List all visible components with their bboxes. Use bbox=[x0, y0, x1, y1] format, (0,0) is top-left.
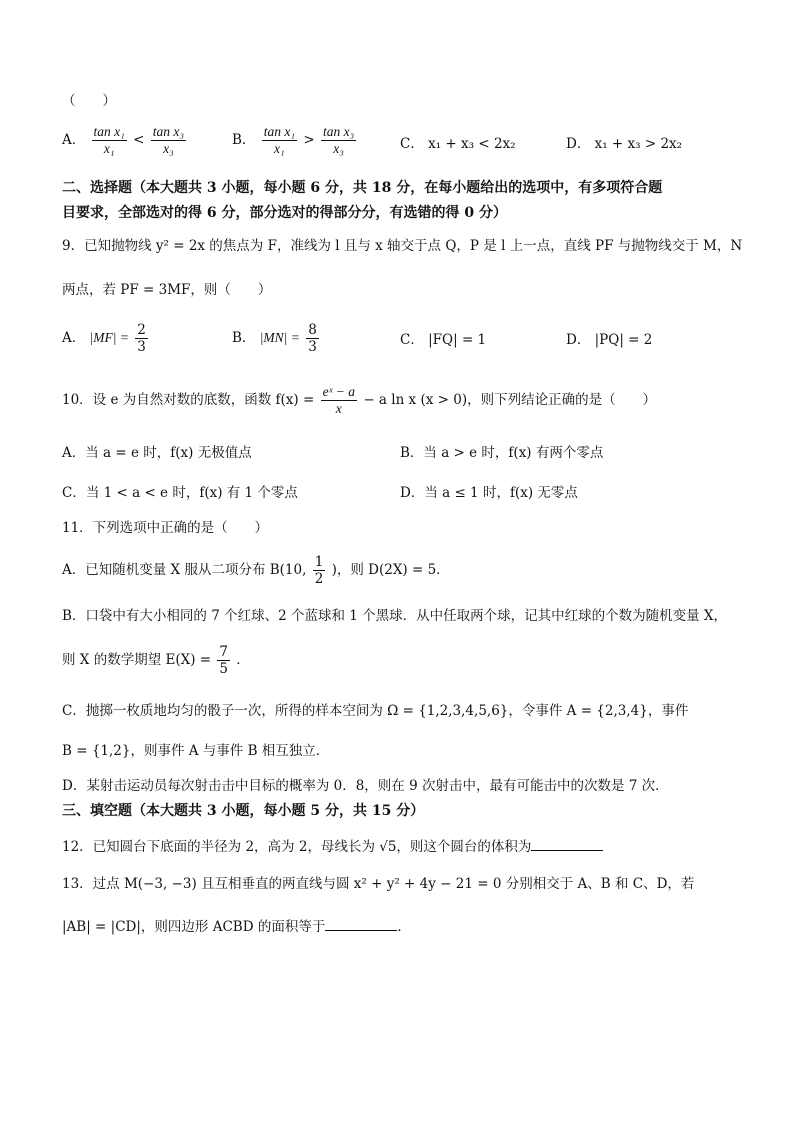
q11-stem: 11．下列选项中正确的是（ ） bbox=[62, 520, 269, 536]
q8-b-op: > bbox=[303, 132, 315, 148]
q9-option-a-label: A． bbox=[62, 330, 86, 346]
q11-option-b-line1: B．口袋中有大小相同的 7 个红球、2 个蓝球和 1 个黑球．从中任取两个球，记其中红球的个数为随机变量 X， bbox=[62, 608, 728, 624]
q10-stem-post: − a ln x (x > 0)，则下列结论正确的是（ ） bbox=[363, 392, 657, 408]
q8-option-a bbox=[62, 124, 188, 157]
q11-a-frac-den: 2 bbox=[314, 571, 324, 587]
q9-a-frac bbox=[135, 322, 148, 355]
q8-a-frac-2-den: x₃ bbox=[163, 141, 174, 156]
q10-stem-pre: 10．设 e 为自然对数的底数，函数 f(x) = bbox=[62, 392, 315, 408]
q8-b-frac-2 bbox=[321, 124, 356, 157]
section2-title-line2: 目要求，全部选对的得 6 分，部分选对的得部分分，有选错的得 0 分） bbox=[62, 205, 507, 221]
section3-title: 三、填空题（本大题共 3 小题，每小题 5 分，共 15 分） bbox=[62, 803, 425, 819]
q9-a-frac-num: 2 bbox=[137, 322, 146, 338]
q11-option-b-line2 bbox=[62, 644, 250, 677]
q11-b-frac-den: 5 bbox=[219, 661, 228, 677]
q12-answer-blank[interactable] bbox=[531, 836, 603, 851]
q11-b-post: ． bbox=[236, 652, 250, 668]
q11-option-a bbox=[62, 554, 450, 587]
q8-a-frac-1-num: tan x₁ bbox=[93, 124, 125, 139]
q10-frac-num: eˣ − a bbox=[322, 384, 356, 399]
q8-a-frac-2 bbox=[151, 124, 186, 157]
q11-a-frac bbox=[313, 554, 326, 587]
q10-stem bbox=[62, 384, 656, 417]
q8-b-frac-2-den: x₃ bbox=[333, 141, 344, 156]
q9-a-lhs: |MF| = bbox=[89, 330, 129, 345]
q13-stem-line1: 13．过点 M(−3, −3) 且互相垂直的两直线与圆 x² + y² + 4y − 21 = 0 分别相交于 A、B 和 C、D，若 bbox=[62, 876, 695, 892]
q8-option-b bbox=[232, 124, 358, 157]
q13-text: |AB| = |CD|，则四边形 ACBD 的面积等于 bbox=[62, 919, 326, 935]
q10-option-a: A．当 a = e 时，f(x) 无极值点 bbox=[62, 445, 252, 461]
q11-b-frac bbox=[217, 644, 230, 677]
q11-a-frac-num: 1 bbox=[314, 554, 324, 570]
q8-b-frac-1 bbox=[262, 124, 297, 157]
q10-option-d: D．当 a ≤ 1 时，f(x) 无零点 bbox=[400, 485, 578, 501]
q9-b-frac-num: 8 bbox=[308, 322, 317, 338]
q9-a-frac-den: 3 bbox=[137, 339, 146, 355]
q10-option-c: C．当 1 < a < e 时，f(x) 有 1 个零点 bbox=[62, 485, 298, 501]
q11-a-pre: A．已知随机变量 X 服从二项分布 B(10, bbox=[62, 562, 307, 578]
q8-a-frac-1-den: x₁ bbox=[103, 141, 115, 156]
q12-text: 12．已知圆台下底面的半径为 2，高为 2，母线长为 √5，则这个圆台的体积为 bbox=[62, 839, 532, 855]
q9-stem-line2: 两点，若 PF = 3MF，则（ ） bbox=[62, 282, 272, 298]
q9-option-b-label: B． bbox=[232, 330, 256, 346]
q10-frac-den: x bbox=[335, 401, 342, 416]
section2-title-line1: 二、选择题（本大题共 3 小题，每小题 6 分，共 18 分，在每小题给出的选项中，有多项符合题 bbox=[62, 180, 663, 196]
q8-option-c: C． x₁ + x₃ < 2x₂ bbox=[400, 136, 516, 152]
q9-b-frac-den: 3 bbox=[308, 339, 317, 355]
q8-option-d: D． x₁ + x₃ > 2x₂ bbox=[566, 136, 683, 152]
q13-end: ． bbox=[397, 919, 411, 935]
q9-option-d: D． |PQ| = 2 bbox=[566, 332, 653, 348]
q8-b-frac-1-den: x₁ bbox=[274, 141, 285, 156]
q8-a-frac-1 bbox=[92, 124, 127, 157]
q8-b-frac-1-num: tan x₁ bbox=[263, 124, 296, 139]
q9-b-frac bbox=[306, 322, 319, 355]
q8-answer-paren: （ ） bbox=[62, 93, 116, 109]
q11-option-c-line2: B = {1,2}，则事件 A 与事件 B 相互独立． bbox=[62, 743, 330, 759]
q11-b-pre: 则 X 的数学期望 E(X) = bbox=[62, 652, 212, 668]
q8-b-frac-2-num: tan x₃ bbox=[322, 124, 355, 139]
q11-b-frac-num: 7 bbox=[219, 644, 228, 660]
q11-option-d: D．某射击运动员每次射击击中目标的概率为 0．8，则在 9 次射击中，最有可能击中的次数是 7 次． bbox=[62, 778, 669, 794]
q11-option-c-line1: C．抛掷一枚质地均匀的骰子一次，所得的样本空间为 Ω = {1,2,3,4,5,6}，令事件 A = {2,3,4}，事件 bbox=[62, 703, 689, 719]
q10-frac bbox=[321, 384, 357, 417]
q9-b-lhs: |MN| = bbox=[259, 330, 300, 345]
q12-stem bbox=[62, 836, 603, 857]
q9-option-b bbox=[232, 322, 321, 355]
q13-stem-line2 bbox=[62, 916, 411, 937]
q10-option-b: B．当 a > e 时，f(x) 有两个零点 bbox=[400, 445, 604, 461]
q8-option-a-label: A． bbox=[62, 132, 86, 148]
q13-answer-blank[interactable] bbox=[325, 916, 397, 931]
q8-a-op: < bbox=[133, 132, 145, 148]
q9-stem-line1: 9．已知抛物线 y² = 2x 的焦点为 F，准线为 l 且与 x 轴交于点 Q，P 是 l 上一点，直线 PF 与抛物线交于 M，N bbox=[62, 238, 743, 254]
q11-a-post: )，则 D(2X) = 5． bbox=[331, 562, 450, 578]
q9-option-c: C． |FQ| = 1 bbox=[400, 332, 487, 348]
q8-a-frac-2-num: tan x₃ bbox=[152, 124, 185, 139]
q9-option-a bbox=[62, 322, 150, 355]
q8-option-b-label: B． bbox=[232, 132, 256, 148]
